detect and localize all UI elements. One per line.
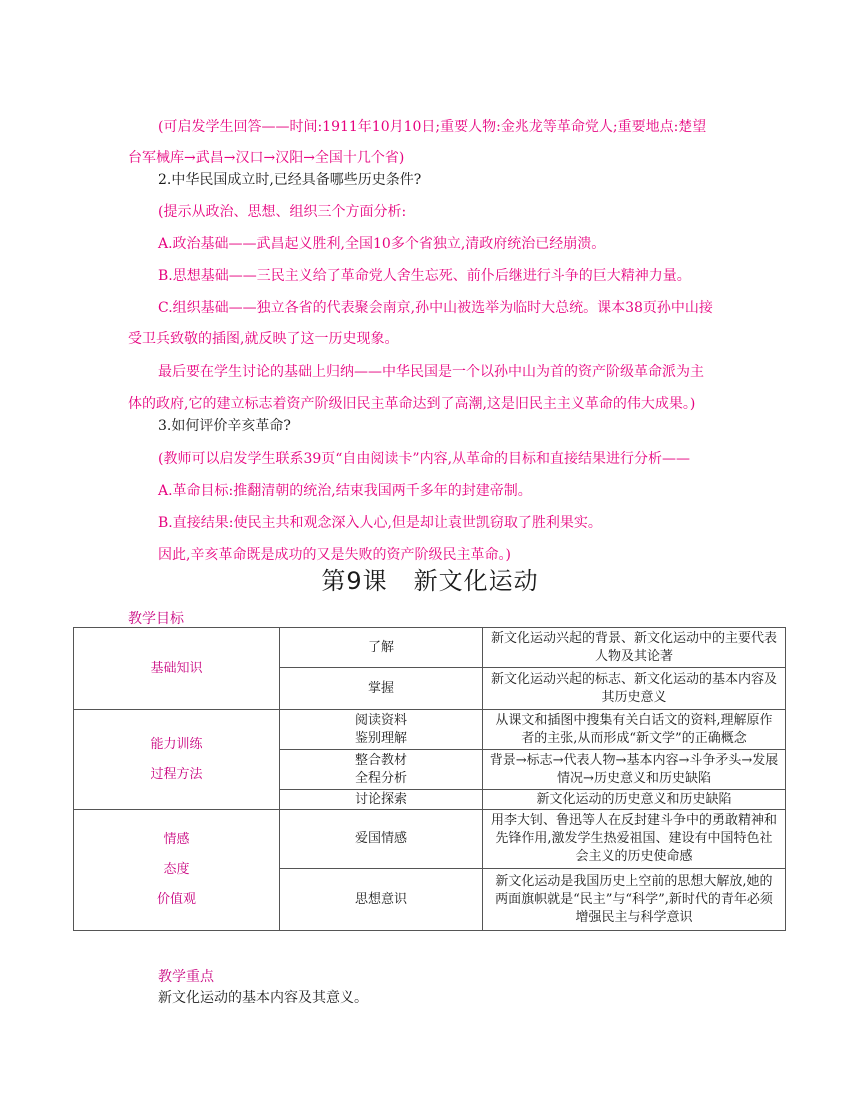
- discussion-line: 3.如何评价辛亥革命?: [158, 418, 291, 434]
- goal-subcategory: [280, 810, 483, 869]
- goal-description: 从课文和插图中搜集有关白话文的资料,理解原作者的主张,从而形成“新文学”的正确概念: [483, 710, 786, 750]
- goal-description: 用李大钊、鲁迅等人在反封建斗争中的勇敢精神和先锋作用,激发学生热爱祖国、建设有中国特色社会主义的历史使命感: [483, 810, 786, 869]
- lesson-number: 第9课: [321, 567, 388, 595]
- goals-row: [74, 628, 786, 668]
- key-point-label: 教学重点: [158, 969, 214, 985]
- discussion-line: 台军械库→武昌→汉口→汉阳→全国十几个省): [128, 150, 405, 166]
- goal-category-line: 基础知识: [150, 660, 203, 676]
- teaching-goals-table: [73, 627, 786, 931]
- discussion-line: A.革命目标:推翻清朝的统治,结束我国两千多年的封建帝制。: [158, 483, 532, 499]
- goals-row: [74, 710, 786, 750]
- goal-category-line: 过程方法: [150, 766, 203, 782]
- goal-category: [74, 710, 280, 810]
- discussion-line: B.直接结果:使民主共和观念深入人心,但是却让袁世凯窃取了胜利果实。: [158, 515, 602, 531]
- goal-description: 背景→标志→代表人物→基本内容→斗争矛头→发展情况→历史意义和历史缺陷: [483, 750, 786, 790]
- discussion-line: (教师可以启发学生联系39页“自由阅读卡”内容,从革命的目标和直接结果进行分析——: [158, 451, 691, 467]
- goal-subcategory: [280, 668, 483, 710]
- lesson-title: [0, 564, 860, 598]
- goal-category-line: 价值观: [156, 892, 196, 907]
- goal-subcategory: [280, 750, 483, 790]
- goal-subcategory: [280, 869, 483, 931]
- goal-category-line: 能力训练: [150, 736, 203, 752]
- goal-description: 新文化运动兴起的背景、新文化运动中的主要代表人物及其论著: [483, 628, 786, 668]
- goal-subcategory-line: 思想意识: [354, 891, 407, 907]
- goal-description: 新文化运动兴起的标志、新文化运动的基本内容及其历史意义: [483, 668, 786, 710]
- goal-subcategory: [280, 628, 483, 668]
- goal-category-line: 情感: [163, 832, 190, 847]
- goal-description: 新文化运动是我国历史上空前的思想大解放,她的两面旗帜就是“民主”与“科学”,新时代的青年必须增强民主与科学意识: [483, 869, 786, 931]
- goal-subcategory-line: 全程分析: [354, 770, 407, 786]
- goal-subcategory: [280, 710, 483, 750]
- discussion-line: 受卫兵致敬的插图,就反映了这一历史现象。: [128, 331, 399, 347]
- goal-subcategory-line: 讨论探索: [354, 791, 407, 807]
- discussion-line: B.思想基础——三民主义给了革命党人舍生忘死、前仆后继进行斗争的巨大精神力量。: [158, 268, 691, 284]
- discussion-line: C.组织基础——独立各省的代表聚会南京,孙中山被选举为临时大总统。课本38页孙中山接: [158, 300, 713, 316]
- goal-category-line: 态度: [163, 862, 190, 877]
- goal-subcategory-line: 爱国情感: [354, 831, 407, 846]
- key-point-text: 新文化运动的基本内容及其意义。: [158, 990, 368, 1006]
- goal-subcategory: [280, 790, 483, 810]
- discussion-line: (提示从政治、思想、组织三个方面分析:: [158, 204, 407, 220]
- goal-subcategory-line: 阅读资料: [354, 712, 407, 728]
- discussion-line: 体的政府,它的建立标志着资产阶级旧民主革命达到了高潮,这是旧民主主义革命的伟大成果。): [128, 396, 696, 412]
- teaching-goals-label: 教学目标: [128, 611, 184, 627]
- lesson-name: 新文化运动: [413, 567, 539, 595]
- goal-subcategory-line: 鉴别理解: [354, 730, 407, 746]
- discussion-line: 2.中华民国成立时,已经具备哪些历史条件?: [158, 172, 422, 188]
- discussion-line: 因此,辛亥革命既是成功的又是失败的资产阶级民主革命。): [158, 547, 511, 563]
- discussion-line: 最后要在学生讨论的基础上归纳——中华民国是一个以孙中山为首的资产阶级革命派为主: [158, 364, 704, 380]
- goal-subcategory-line: 掌握: [367, 680, 394, 696]
- goal-category: [74, 628, 280, 710]
- goal-subcategory-line: 了解: [367, 639, 394, 655]
- discussion-line: (可启发学生回答——时间:1911年10月10日;重要人物:金兆龙等革命党人;重要地点:楚望: [158, 119, 707, 135]
- goals-row: [74, 810, 786, 869]
- discussion-line: A.政治基础——武昌起义胜利,全国10多个省独立,清政府统治已经崩溃。: [158, 236, 606, 252]
- goal-subcategory-line: 整合教材: [354, 752, 407, 768]
- goal-category: [74, 810, 280, 931]
- goal-description: 新文化运动的历史意义和历史缺陷: [483, 790, 786, 810]
